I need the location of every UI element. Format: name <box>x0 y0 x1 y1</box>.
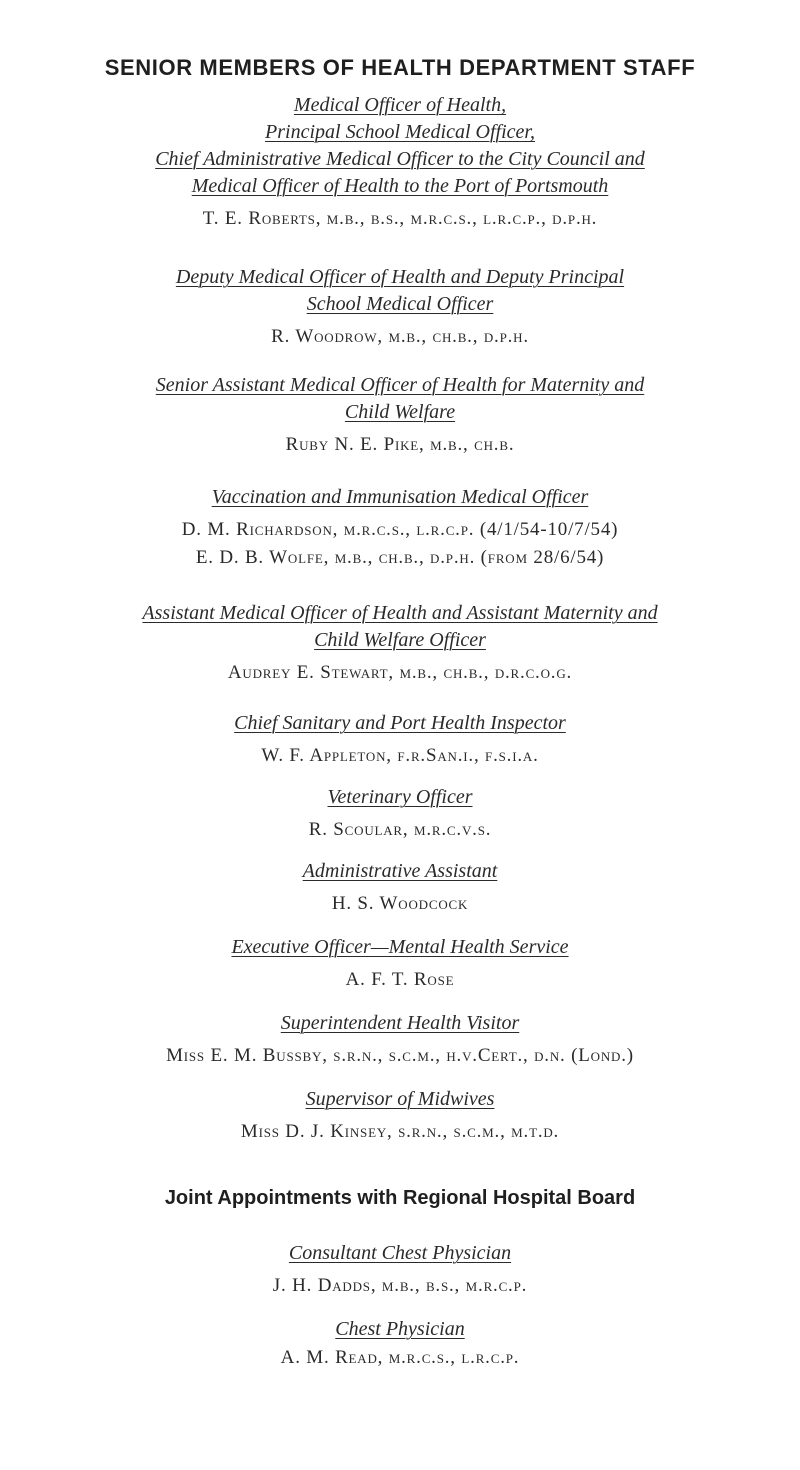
role-title: Principal School Medical Officer, <box>265 121 535 143</box>
role-title: Medical Officer of Health, <box>293 94 507 116</box>
role-title: Deputy Medical Officer of Health and Deputy Principal <box>175 266 625 288</box>
staff-entry-veterinary-officer <box>0 784 800 845</box>
staff-name: W. F. Appleton, f.r.San.i., f.s.i.a. <box>261 745 539 766</box>
staff-name: A. F. T. Rose <box>345 969 455 990</box>
role-title: Executive Officer—Mental Health Service <box>231 936 569 958</box>
staff-name: Audrey E. Stewart, m.b., ch.b., d.r.c.o.g. <box>227 662 573 683</box>
role-title: Assistant Medical Officer of Health and Assistant Maternity and <box>142 602 658 624</box>
role-title: Chief Sanitary and Port Health Inspector <box>234 712 566 734</box>
staff-name: A. M. Read, m.r.c.s., l.r.c.p. <box>280 1347 520 1368</box>
staff-name: Miss D. J. Kinsey, s.r.n., s.c.m., m.t.d. <box>240 1121 560 1142</box>
role-title: Chief Administrative Medical Officer to the City Council and <box>155 148 645 170</box>
staff-name: D. M. Richardson, m.r.c.s., l.r.c.p. (4/1/54-10/7/54) <box>181 519 619 540</box>
staff-entry-maternity-child-welfare <box>0 372 800 460</box>
role-title: Child Welfare <box>344 401 456 423</box>
page-heading: SENIOR MEMBERS OF HEALTH DEPARTMENT STAFF <box>104 55 696 80</box>
staff-name: H. S. Woodcock <box>331 893 469 914</box>
staff-entry-vaccination <box>0 484 800 573</box>
role-title: Veterinary Officer <box>327 786 473 808</box>
role-title: Child Welfare Officer <box>314 629 486 651</box>
staff-name: E. D. B. Wolfe, m.b., ch.b., d.p.h. (from 28/6/54) <box>195 547 605 568</box>
staff-name: R. Scoular, m.r.c.v.s. <box>308 819 492 840</box>
role-title: Administrative Assistant <box>302 860 498 882</box>
staff-entry-deputy-medical-officer <box>0 264 800 352</box>
role-title: Vaccination and Immunisation Medical Officer <box>211 486 589 508</box>
role-title: School Medical Officer <box>306 293 494 315</box>
role-title: Chest Physician <box>335 1318 465 1340</box>
staff-entry-administrative-assistant <box>0 858 800 919</box>
role-title: Superintendent Health Visitor <box>280 1012 520 1034</box>
role-title: Senior Assistant Medical Officer of Health for Maternity and <box>155 374 645 396</box>
staff-name: J. H. Dadds, m.b., b.s., m.r.c.p. <box>272 1275 528 1296</box>
staff-entry-health-visitor <box>0 1010 800 1071</box>
staff-entry-assistant-medical-officer <box>0 600 800 688</box>
staff-name: Ruby N. E. Pike, m.b., ch.b. <box>285 434 515 455</box>
role-title: Medical Officer of Health to the Port of Portsmouth <box>191 175 609 197</box>
role-title: Consultant Chest Physician <box>288 1242 512 1264</box>
role-title: Supervisor of Midwives <box>305 1088 495 1110</box>
staff-entry-chest-physician <box>0 1316 800 1373</box>
staff-name: Miss E. M. Bussby, s.r.n., s.c.m., h.v.Cert., d.n. (Lond.) <box>166 1045 634 1066</box>
joint-appointments-heading: Joint Appointments with Regional Hospital Board <box>164 1187 636 1209</box>
staff-entry-supervisor-midwives <box>0 1086 800 1147</box>
staff-entry-sanitary-inspector <box>0 710 800 771</box>
staff-entry-medical-officer <box>0 92 800 234</box>
staff-name: T. E. Roberts, m.b., b.s., m.r.c.s., l.r.c.p., d.p.h. <box>202 208 598 229</box>
staff-entry-executive-officer <box>0 934 800 995</box>
staff-name: R. Woodrow, m.b., ch.b., d.p.h. <box>271 326 529 347</box>
staff-entry-consultant-chest-physician <box>0 1240 800 1301</box>
